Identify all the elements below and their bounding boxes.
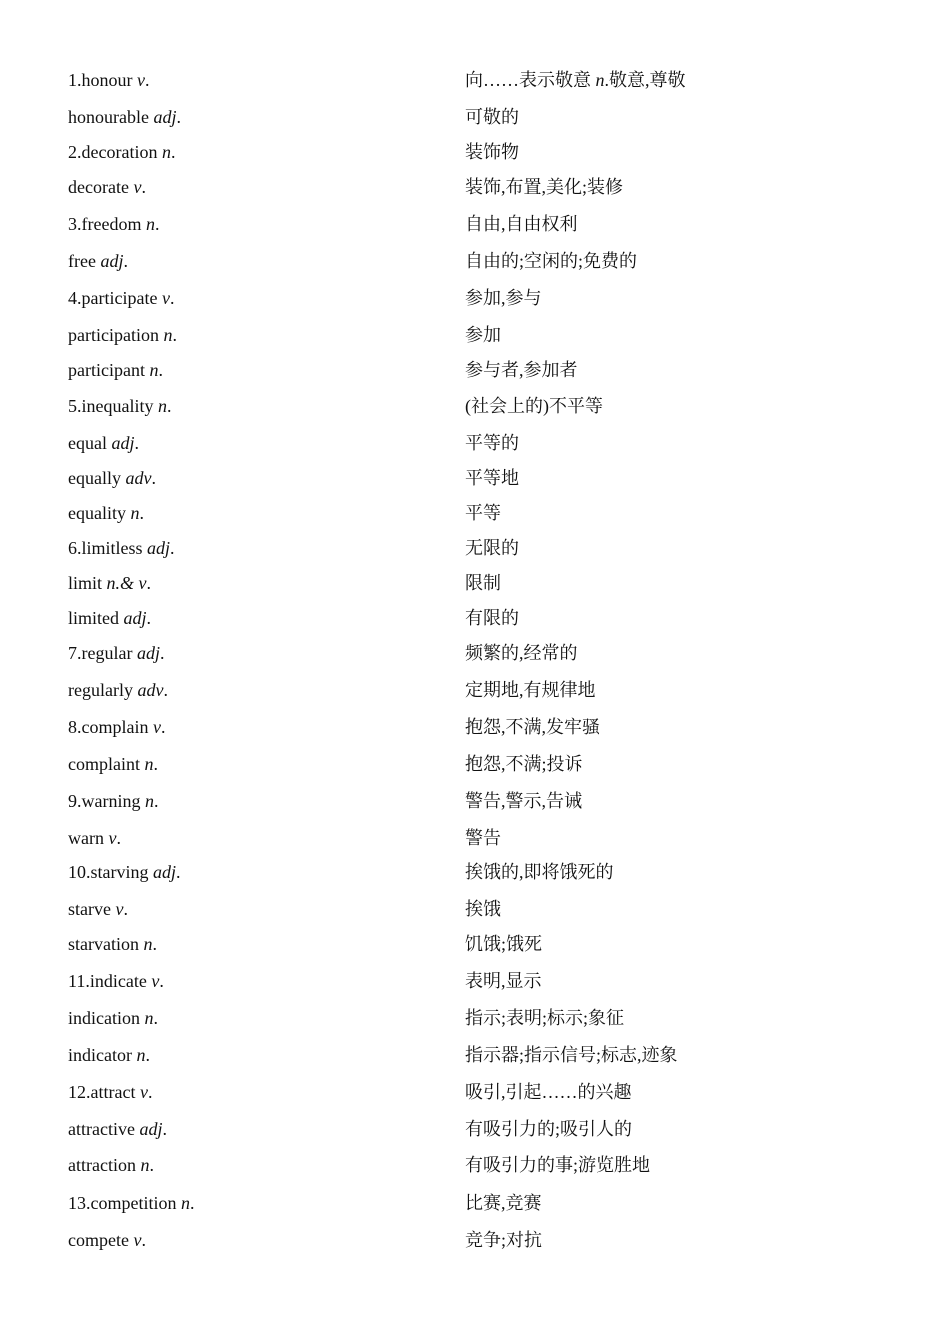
chinese-meaning [465, 714, 600, 740]
word: 5.inequality [68, 396, 154, 416]
chinese-meaning [465, 677, 596, 703]
meaning-text: 指示;表明;标示;象征 [465, 1008, 625, 1028]
word: starvation [68, 934, 139, 954]
english-term [68, 1227, 146, 1253]
chinese-meaning [465, 570, 501, 596]
pos-period: . [169, 288, 175, 308]
english-term [68, 211, 159, 237]
part-of-speech: adj [147, 538, 171, 558]
meaning-text: 参与者,参加者 [465, 360, 578, 380]
part-of-speech: n [180, 1193, 190, 1213]
meaning-text: 平等的 [465, 433, 519, 453]
word: 6.limitless [68, 538, 143, 558]
english-term [68, 825, 121, 851]
english-term [68, 859, 181, 885]
pos-period: . [176, 107, 181, 127]
meaning-text: 抱怨,不满,发牢骚 [465, 717, 600, 737]
meaning-text: 有吸引力的事;游览胜地 [465, 1155, 650, 1175]
english-term [68, 139, 175, 165]
vocab-row [68, 430, 888, 456]
chinese-meaning [465, 859, 614, 885]
meaning-text: 指示器;指示信号;标志,迹象 [465, 1045, 678, 1065]
chinese-meaning [465, 535, 519, 561]
word: 11.indicate [68, 971, 147, 991]
pos-period: . [146, 608, 152, 628]
vocab-row [68, 357, 888, 383]
chinese-meaning [465, 211, 578, 237]
word: 1.honour [68, 70, 133, 90]
meaning-text: 装饰,布置,美化;装修 [465, 177, 624, 197]
meaning-text: 定期地,有规律地 [465, 680, 596, 700]
english-term [68, 174, 146, 200]
word: 2.decoration [68, 142, 158, 162]
english-term [68, 393, 171, 419]
word: regularly [68, 680, 133, 700]
meaning-text: 表明,显示 [465, 971, 542, 991]
pos-period: . [145, 70, 150, 90]
chinese-meaning [465, 104, 519, 130]
part-of-speech: v [152, 717, 161, 737]
chinese-meaning [465, 248, 637, 274]
pos-period: . [141, 177, 146, 197]
chinese-meaning [465, 605, 519, 631]
english-term [68, 500, 144, 526]
vocab-row [68, 67, 888, 93]
english-term [68, 357, 163, 383]
word: equally [68, 468, 121, 488]
chinese-meaning [465, 393, 603, 419]
word: limit [68, 573, 103, 593]
part-of-speech: n [163, 325, 173, 345]
vocab-row [68, 859, 888, 885]
vocab-row [68, 104, 888, 130]
word: compete [68, 1230, 129, 1250]
pos-period: . [189, 1193, 195, 1213]
part-of-speech: n [149, 360, 159, 380]
english-term [68, 248, 128, 274]
part-of-speech: adj [111, 433, 135, 453]
part-of-speech: n [144, 791, 154, 811]
meaning-text: 竞争;对抗 [465, 1230, 543, 1250]
word: indication [68, 1008, 140, 1028]
word: 12.attract [68, 1082, 136, 1102]
english-term [68, 1079, 152, 1105]
word: starve [68, 899, 111, 919]
word: attraction [68, 1155, 136, 1175]
english-term [68, 535, 175, 561]
word: limited [68, 608, 119, 628]
vocab-row [68, 1152, 888, 1178]
word: 8.complain [68, 717, 149, 737]
chinese-meaning [465, 430, 519, 456]
part-of-speech: adv [137, 680, 164, 700]
english-term [68, 640, 164, 666]
pos-period: . [153, 791, 159, 811]
pos-period: . [159, 971, 164, 991]
vocab-row [68, 322, 888, 348]
word: equality [68, 503, 126, 523]
word: 4.participate [68, 288, 158, 308]
english-term [68, 788, 158, 814]
meaning-text: 警告 [465, 828, 501, 848]
pos-period: . [146, 573, 152, 593]
vocab-row [68, 1227, 888, 1253]
english-term [68, 104, 181, 130]
part-of-speech: n [136, 1045, 146, 1065]
chinese-meaning [465, 1079, 632, 1105]
pos-period: . [154, 214, 160, 234]
vocab-row [68, 788, 888, 814]
part-of-speech: adj [100, 251, 124, 271]
meaning-text: 比赛,竞赛 [465, 1193, 542, 1213]
meaning-text: 装饰物 [465, 142, 519, 162]
meaning-text: 限制 [465, 573, 501, 593]
pos-period: . [162, 1119, 167, 1139]
pos-period: . [153, 1008, 158, 1028]
vocab-row [68, 500, 888, 526]
vocab-row [68, 570, 888, 596]
vocab-row [68, 139, 888, 165]
part-of-speech: n [140, 1155, 150, 1175]
meaning-text: 吸引,引起……的兴趣 [465, 1082, 632, 1102]
meaning-text: 平等 [465, 503, 501, 523]
vocab-row [68, 1005, 888, 1031]
meaning-text: 参加 [465, 325, 501, 345]
english-term [68, 322, 177, 348]
part-of-speech: v [139, 1082, 148, 1102]
vocab-row [68, 825, 888, 851]
chinese-meaning [465, 1227, 542, 1253]
meaning-text: 可敬的 [465, 107, 519, 127]
word: participation [68, 325, 159, 345]
part-of-speech: n.& v [106, 573, 147, 593]
word: participant [68, 360, 145, 380]
english-term [68, 1116, 167, 1142]
pos-period: . [176, 862, 181, 882]
english-term [68, 1042, 150, 1068]
part-of-speech: n [157, 396, 167, 416]
pos-period: . [170, 538, 175, 558]
pos-period: . [145, 1045, 150, 1065]
pos-period: . [147, 1082, 153, 1102]
meaning-text: 挨饿的,即将饿死的 [465, 862, 614, 882]
part-of-speech: v [137, 70, 145, 90]
meaning-text: 参加,参与 [465, 288, 542, 308]
meaning-part-of-speech: n [595, 70, 605, 90]
pos-period: . [166, 396, 172, 416]
part-of-speech: v [151, 971, 160, 991]
pos-period: . [163, 680, 168, 700]
meaning-text: 有吸引力的;吸引人的 [465, 1119, 633, 1139]
word: attractive [68, 1119, 135, 1139]
part-of-speech: adj [153, 862, 177, 882]
english-term [68, 465, 156, 491]
pos-period: . [149, 1155, 154, 1175]
vocab-row [68, 677, 888, 703]
vocab-row [68, 968, 888, 994]
chinese-meaning [465, 640, 578, 666]
english-term [68, 1190, 194, 1216]
chinese-meaning [465, 751, 583, 777]
pos-period: . [151, 468, 156, 488]
english-term [68, 751, 158, 777]
part-of-speech: v [133, 177, 142, 197]
word: 3.freedom [68, 214, 142, 234]
chinese-meaning [465, 357, 578, 383]
english-term [68, 931, 157, 957]
part-of-speech: n [130, 503, 140, 523]
vocab-row [68, 751, 888, 777]
word: 10.starving [68, 862, 149, 882]
part-of-speech: adv [125, 468, 152, 488]
vocab-row [68, 1116, 888, 1142]
word: decorate [68, 177, 129, 197]
vocab-row [68, 605, 888, 631]
english-term [68, 570, 151, 596]
pos-period: . [160, 717, 166, 737]
pos-period: . [141, 1230, 146, 1250]
chinese-meaning [465, 67, 686, 93]
word: complaint [68, 754, 140, 774]
pos-period: . [152, 934, 157, 954]
part-of-speech: n [145, 214, 155, 234]
meaning-text: 向……表示敬意 [465, 70, 596, 90]
chinese-meaning [465, 896, 501, 922]
meaning-text: 频繁的,经常的 [465, 643, 578, 663]
word: warn [68, 828, 104, 848]
chinese-meaning [465, 465, 519, 491]
pos-period: . [158, 360, 163, 380]
meaning-text: 自由的;空闲的;免费的 [465, 251, 638, 271]
part-of-speech: adj [139, 1119, 163, 1139]
english-term [68, 714, 165, 740]
vocab-row [68, 211, 888, 237]
pos-period: . [139, 503, 144, 523]
chinese-meaning [465, 285, 542, 311]
word: 9.warning [68, 791, 141, 811]
word: free [68, 251, 96, 271]
part-of-speech: n [161, 142, 171, 162]
vocab-row [68, 465, 888, 491]
word: 13.competition [68, 1193, 177, 1213]
chinese-meaning [465, 825, 501, 851]
english-term [68, 430, 139, 456]
meaning-text: 抱怨,不满;投诉 [465, 754, 583, 774]
word: 7.regular [68, 643, 133, 663]
word: indicator [68, 1045, 132, 1065]
chinese-meaning [465, 968, 542, 994]
english-term [68, 605, 151, 631]
vocab-row [68, 393, 888, 419]
part-of-speech: v [115, 899, 124, 919]
pos-period: . [134, 433, 139, 453]
vocab-row [68, 1042, 888, 1068]
english-term [68, 1152, 154, 1178]
vocab-row [68, 931, 888, 957]
chinese-meaning [465, 500, 501, 526]
chinese-meaning [465, 788, 582, 814]
meaning-text: 饥饿;饿死 [465, 934, 543, 954]
meaning-text: 无限的 [465, 538, 519, 558]
vocab-row [68, 535, 888, 561]
vocab-row [68, 174, 888, 200]
part-of-speech: adj [123, 608, 147, 628]
vocab-row [68, 285, 888, 311]
chinese-meaning [465, 139, 519, 165]
chinese-meaning [465, 322, 501, 348]
vocab-row [68, 1079, 888, 1105]
word: honourable [68, 107, 149, 127]
part-of-speech: v [133, 1230, 142, 1250]
pos-period: . [123, 899, 128, 919]
word: equal [68, 433, 107, 453]
part-of-speech: n [144, 754, 154, 774]
part-of-speech: n [143, 934, 153, 954]
pos-period: . [170, 142, 176, 162]
meaning-text: 平等地 [465, 468, 519, 488]
english-term [68, 285, 174, 311]
pos-period: . [153, 754, 158, 774]
pos-period: . [172, 325, 177, 345]
meaning-text: 有限的 [465, 608, 519, 628]
chinese-meaning [465, 1005, 624, 1031]
english-term [68, 677, 168, 703]
part-of-speech: v [108, 828, 117, 848]
pos-period: . [116, 828, 121, 848]
vocab-row [68, 640, 888, 666]
meaning-text: 挨饿 [465, 899, 501, 919]
chinese-meaning [465, 1190, 542, 1216]
meaning-text-2: .敬意,尊敬 [604, 70, 686, 90]
english-term [68, 67, 150, 93]
english-term [68, 896, 128, 922]
meaning-text: (社会上的)不平等 [465, 396, 603, 416]
part-of-speech: v [161, 288, 170, 308]
vocab-row [68, 1190, 888, 1216]
meaning-text: 自由,自由权利 [465, 214, 578, 234]
vocab-row [68, 896, 888, 922]
chinese-meaning [465, 1152, 650, 1178]
meaning-text: 警告,警示,告诫 [465, 791, 582, 811]
english-term [68, 968, 164, 994]
english-term [68, 1005, 158, 1031]
vocab-row [68, 714, 888, 740]
part-of-speech: n [144, 1008, 154, 1028]
part-of-speech: adj [136, 643, 160, 663]
chinese-meaning [465, 174, 623, 200]
part-of-speech: adj [153, 107, 177, 127]
chinese-meaning [465, 931, 542, 957]
pos-period: . [159, 643, 165, 663]
chinese-meaning [465, 1042, 678, 1068]
chinese-meaning [465, 1116, 632, 1142]
pos-period: . [123, 251, 128, 271]
vocab-row [68, 248, 888, 274]
